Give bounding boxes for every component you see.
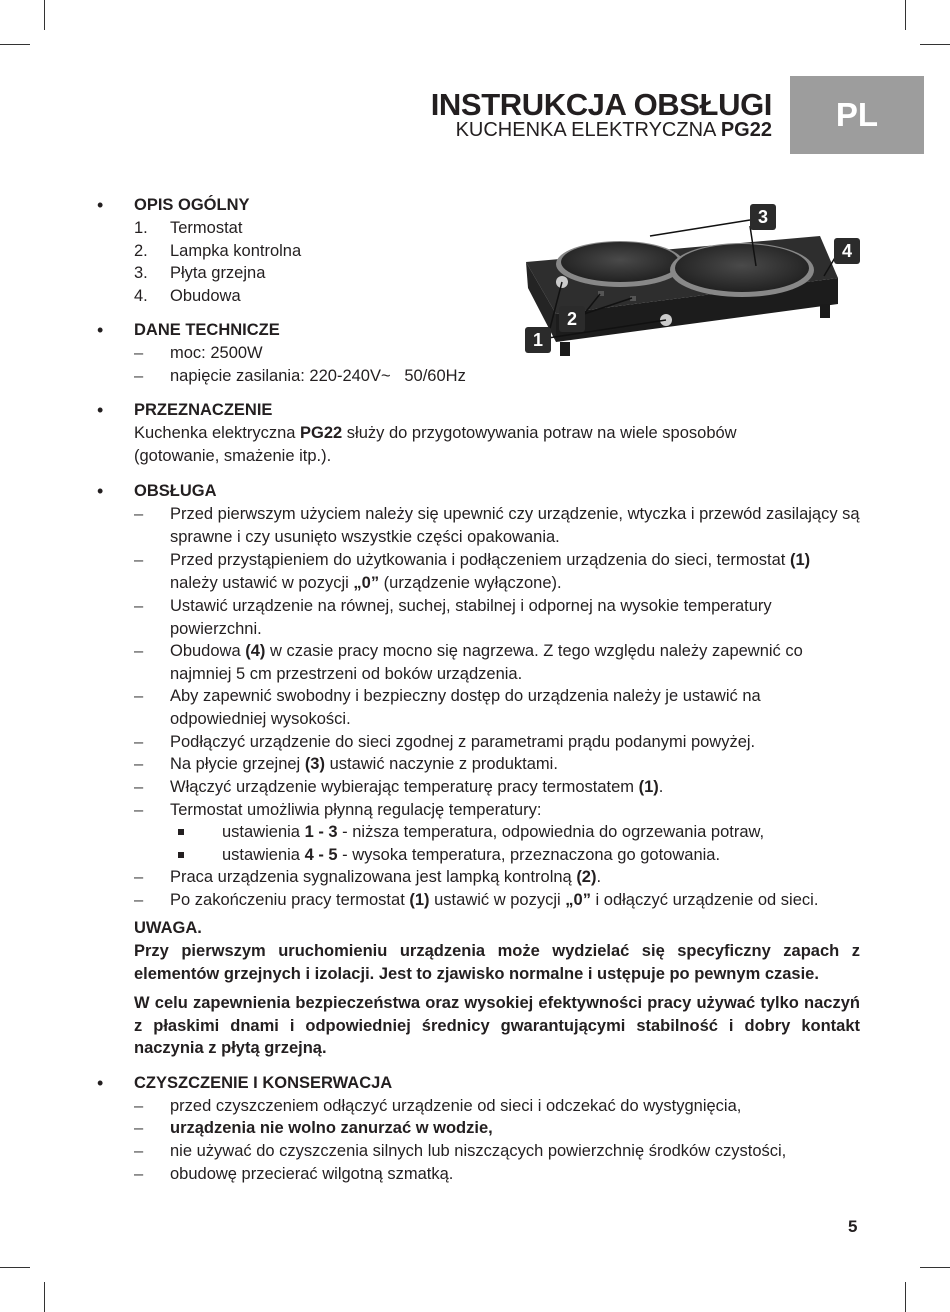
section-title: CZYSZCZENIE I KONSERWACJA: [134, 1074, 393, 1092]
section-title: DANE TECHNICZE: [134, 321, 280, 339]
section-bullet: •: [97, 195, 104, 215]
section-bullet: •: [97, 320, 104, 340]
manual-subtitle: [456, 118, 772, 142]
crop-mark: [44, 1282, 45, 1312]
crop-mark: [920, 44, 950, 45]
section-bullet: •: [97, 481, 104, 501]
manual-title: INSTRUKCJA OBSŁUGI: [430, 87, 772, 122]
subtitle-prefix: KUCHENKA ELEKTRYCZNA: [455, 119, 716, 141]
section-bullet: •: [97, 1073, 104, 1093]
callout-4: 4: [834, 238, 860, 264]
section-title: PRZEZNACZENIE: [134, 401, 273, 419]
crop-mark: [44, 0, 45, 30]
crop-mark: [920, 1267, 950, 1268]
warning-title: UWAGA.: [134, 919, 202, 937]
purpose-text: Kuchenka elektryczna PG22 służy do przygotowywania potraw na wiele sposobów (gotowanie, smażenie itp.).: [134, 424, 737, 465]
callout-1: 1: [525, 327, 551, 353]
warning-text: W celu zapewnienia bezpieczeństwa oraz wysokiej efektywności pracy używać tylko naczyń z płaskimi dnami i odpowiedniej średnicy gwarantującymi stabilność i dobry kontakt naczynia z płytą grzejną.: [134, 994, 860, 1058]
crop-mark: [0, 44, 30, 45]
page-number: 5: [848, 1217, 858, 1236]
crop-mark: [905, 0, 906, 30]
crop-mark: [0, 1267, 30, 1268]
model-name: PG22: [720, 119, 772, 141]
section-title: OPIS OGÓLNY: [134, 196, 250, 214]
section-bullet: •: [97, 400, 104, 420]
square-bullet-icon: [178, 852, 184, 858]
callout-3: 3: [750, 204, 776, 230]
section-title: OBSŁUGA: [134, 482, 217, 500]
language-tab: PL: [790, 76, 924, 154]
warning-text: Przy pierwszym uruchomieniu urządzenia może wydzielać się specyficzny zapach z elementów grzejnych i izolacji. Jest to zjawisko normalne i ustępuje po pewnym czasie.: [134, 942, 860, 983]
square-bullet-icon: [178, 829, 184, 835]
callout-2: 2: [559, 306, 585, 332]
crop-mark: [905, 1282, 906, 1312]
